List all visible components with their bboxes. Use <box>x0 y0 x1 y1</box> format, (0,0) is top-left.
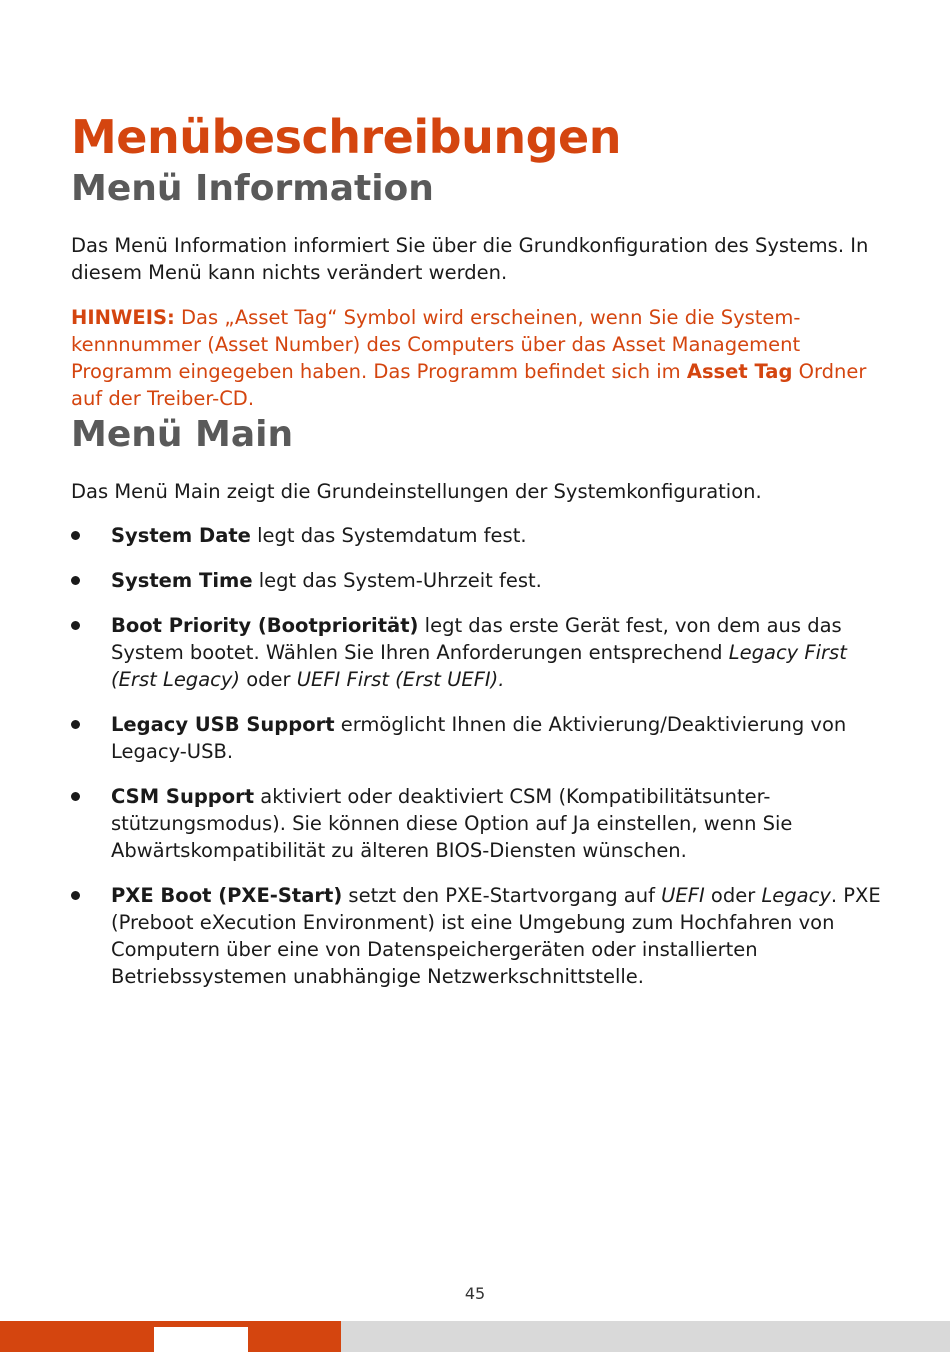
page-title: Menübeschreibungen <box>71 110 621 164</box>
bullet-icon <box>71 576 80 585</box>
list-item-legacy-usb-support <box>71 711 891 765</box>
bullet-icon <box>71 891 80 900</box>
list-item-system-time <box>71 567 891 594</box>
term-boot-priority: Boot Priority (Bootpriorität) <box>111 614 419 637</box>
section-heading-main: Menü Main <box>71 414 294 455</box>
bullet-icon <box>71 621 80 630</box>
page-number: 45 <box>464 1284 486 1303</box>
section-heading-information: Menü Information <box>71 168 434 209</box>
term-system-date: System Date <box>111 524 251 547</box>
bullet-icon <box>71 531 80 540</box>
main-menu-options-list <box>71 522 891 990</box>
desc-legacy-usb-support: ermöglicht Ihnen die Aktivierung/Deaktivierung von Legacy-USB. <box>111 713 847 763</box>
main-paragraph: Das Menü Main zeigt die Grundeinstellungen der Systemkonfiguration. <box>71 480 762 503</box>
bullet-icon <box>71 792 80 801</box>
page-content <box>71 108 891 1008</box>
footer-white-block <box>154 1327 248 1352</box>
list-item-pxe-boot <box>71 882 891 990</box>
option-uefi: UEFI <box>661 884 705 907</box>
option-legacy-first: Legacy First (Erst Legacy) <box>111 641 847 691</box>
desc-system-time: legt das System-Uhrzeit fest. <box>252 569 542 592</box>
note-text-before: Das „Asset Tag“ Symbol wird erscheinen, wenn Sie die System-kennnummer (Asset Number) des Computers über das Asset Management Programm eingegeben haben. Das Programm befindet sich im <box>71 306 801 383</box>
note-bold-asset-tag: Asset Tag <box>686 360 793 383</box>
list-item-csm-support <box>71 783 891 864</box>
term-legacy-usb-support: Legacy USB Support <box>111 713 335 736</box>
desc-pxe-boot: setzt den PXE-Startvorgang auf <box>342 884 662 907</box>
option-legacy: Legacy <box>761 884 831 907</box>
footer-bar <box>0 1321 950 1352</box>
desc-system-date: legt das Systemdatum fest. <box>250 524 527 547</box>
footer-gray-segment <box>341 1321 950 1352</box>
note-label: HINWEIS: <box>71 306 175 329</box>
bullet-icon <box>71 720 80 729</box>
note-box <box>71 304 891 412</box>
information-paragraph: Das Menü Information informiert Sie über die Grundkonfiguration des Systems. In diesem Menü kann nichts verändert werden. <box>71 234 869 284</box>
term-system-time: System Time <box>111 569 253 592</box>
desc-csm-support: aktiviert oder deaktiviert CSM (Kompatibilitätsunter-stützungsmodus). Sie können diese Option auf Ja einstellen, wenn Sie Abwärtskompatibilität zu älteren BIOS-Diensten wünschen. <box>111 785 793 862</box>
term-pxe-boot: PXE Boot (PXE-Start) <box>111 884 343 907</box>
list-item-boot-priority <box>71 612 891 693</box>
desc-boot-priority-mid: oder <box>240 668 297 691</box>
desc-boot-priority: legt das erste Gerät fest, von dem aus das System bootet. Wählen Sie Ihren Anforderungen entsprechend <box>111 614 842 664</box>
option-uefi-first: UEFI First (Erst UEFI). <box>296 668 505 691</box>
desc-pxe-boot-tail: . PXE (Preboot eXecution Environment) ist eine Umgebung zum Hochfahren von Computern über eine von Datenspeichergeräten oder installierten Betriebssystemen unabhängige Netzwerkschnittstelle. <box>111 884 881 988</box>
note-text-after: Ordner auf der Treiber-CD. <box>71 360 867 410</box>
list-item-system-date <box>71 522 891 549</box>
term-csm-support: CSM Support <box>111 785 255 808</box>
desc-pxe-boot-mid: oder <box>704 884 762 907</box>
